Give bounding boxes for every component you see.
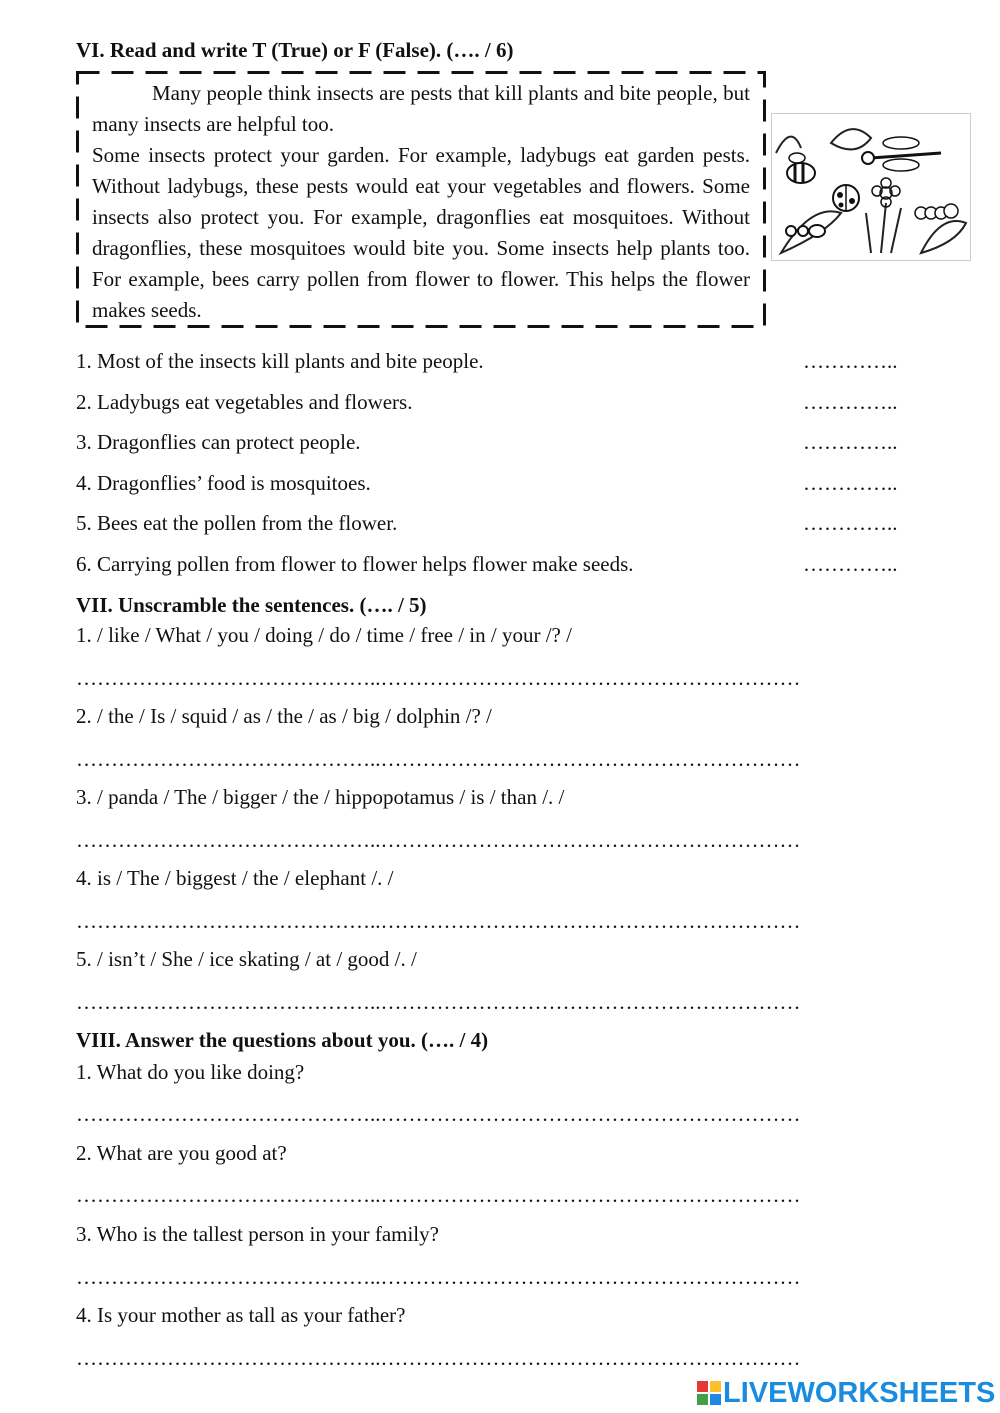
unscramble-item-5: 5. / isn’t / She / ice skating / at / good /. / — [76, 947, 417, 971]
passage-paragraph-1: Many people think insects are pests that kill plants and bite people, but many insects are helpful too. — [92, 81, 750, 136]
unscramble-answer-line-2[interactable]: ……………………………………..…………………………………………………… — [76, 747, 801, 771]
tf-statement-2: 2. Ladybugs eat vegetables and flowers. — [76, 390, 413, 414]
question-item-1: 1. What do you like doing? — [76, 1060, 305, 1084]
tf-answer-blank-3[interactable]: ………….. — [803, 430, 898, 454]
tf-answer-blank-2[interactable]: ………….. — [803, 390, 898, 414]
liveworksheets-logo-icon — [697, 1381, 721, 1405]
unscramble-answer-line-1[interactable]: ……………………………………..…………………………………………………… — [76, 666, 801, 690]
section-7-heading: VII. Unscramble the sentences. (…. / 5) — [76, 593, 427, 617]
unscramble-item-3: 3. / panda / The / bigger / the / hippopotamus / is / than /. / — [76, 785, 565, 809]
section-6-heading: VI. Read and write T (True) or F (False). (…. / 6) — [76, 38, 514, 62]
tf-answer-blank-6[interactable]: ………….. — [803, 552, 898, 576]
question-answer-line-1[interactable]: ……………………………………..…………………………………………………… — [76, 1102, 801, 1126]
liveworksheets-brand[interactable] — [697, 1377, 995, 1409]
reading-passage — [92, 78, 750, 326]
question-answer-line-2[interactable]: ……………………………………..…………………………………………………… — [76, 1183, 801, 1207]
question-item-2: 2. What are you good at? — [76, 1141, 287, 1165]
unscramble-answer-line-4[interactable]: ……………………………………..…………………………………………………… — [76, 909, 801, 933]
unscramble-answer-line-3[interactable]: ……………………………………..…………………………………………………… — [76, 828, 801, 852]
question-item-4: 4. Is your mother as tall as your father? — [76, 1303, 406, 1327]
unscramble-answer-line-5[interactable]: ……………………………………..…………………………………………………… — [76, 990, 801, 1014]
tf-statement-3: 3. Dragonflies can protect people. — [76, 430, 361, 454]
tf-answer-blank-4[interactable]: ………….. — [803, 471, 898, 495]
tf-statement-6: 6. Carrying pollen from flower to flower helps flower make seeds. — [76, 552, 634, 576]
liveworksheets-wordmark: LIVEWORKSHEETS — [723, 1376, 996, 1409]
section-8-heading: VIII. Answer the questions about you. (…. / 4) — [76, 1028, 489, 1052]
unscramble-item-1: 1. / like / What / you / doing / do / time / free / in / your /? / — [76, 623, 572, 647]
tf-statement-1: 1. Most of the insects kill plants and bite people. — [76, 349, 484, 373]
tf-statement-4: 4. Dragonflies’ food is mosquitoes. — [76, 471, 371, 495]
unscramble-item-2: 2. / the / Is / squid / as / the / as / big / dolphin /? / — [76, 704, 492, 728]
passage-paragraph-2: Some insects protect your garden. For example, ladybugs eat garden pests. Without ladybugs, these pests would eat your vegetables and flowers. Some insects also protect you. For example, dragonflies eat mosquitoes. Without dragonflies, these mosquitoes would bite you. Some insects help plants too. For example, bees carry pollen from flower to flower. This helps the flower makes seeds. — [92, 143, 750, 322]
tf-statement-5: 5. Bees eat the pollen from the flower. — [76, 511, 398, 535]
insects-garden-illustration — [771, 113, 971, 261]
question-answer-line-4[interactable]: ……………………………………..…………………………………………………… — [76, 1346, 801, 1370]
tf-answer-blank-5[interactable]: ………….. — [803, 511, 898, 535]
question-answer-line-3[interactable]: ……………………………………..…………………………………………………… — [76, 1265, 801, 1289]
tf-answer-blank-1[interactable]: ………….. — [803, 349, 898, 373]
unscramble-item-4: 4. is / The / biggest / the / elephant /. / — [76, 866, 394, 890]
question-item-3: 3. Who is the tallest person in your family? — [76, 1222, 439, 1246]
